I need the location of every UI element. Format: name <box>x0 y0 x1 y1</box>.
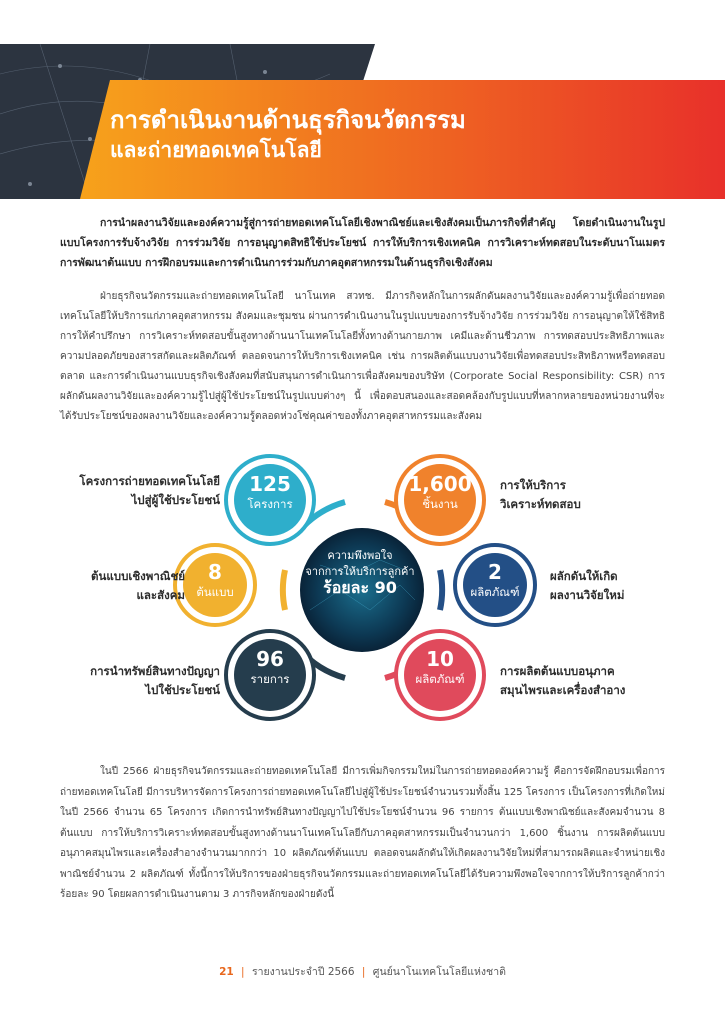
center-line1: ความพึงพอใจ <box>327 549 393 562</box>
label-line: ไปสู่ผู้ใช้ประโยชน์ <box>131 493 220 507</box>
label-prototypes <box>91 567 185 605</box>
label-line: และสังคม <box>136 588 185 602</box>
label-projects <box>79 472 220 510</box>
infographic <box>0 440 725 740</box>
stat-herbal <box>400 647 480 687</box>
stat-new-products <box>455 560 535 600</box>
label-line: การให้บริการ <box>500 478 566 492</box>
stat-number: 125 <box>249 472 291 496</box>
footer-separator: | <box>241 966 245 978</box>
label-line: การนำทรัพย์สินทางปัญญา <box>90 664 220 678</box>
stat-unit: ชิ้นงาน <box>422 497 458 511</box>
page-title: การดำเนินงานด้านธุรกิจนวัตกรรม <box>110 106 466 134</box>
label-new-products <box>550 567 624 605</box>
page-number: 21 <box>219 966 234 978</box>
page-footer <box>0 963 725 980</box>
center-line2: จากการให้บริการลูกค้า <box>305 565 415 578</box>
label-ip <box>90 662 220 700</box>
label-line: โครงการถ่ายทอดเทคโนโลยี <box>79 474 220 488</box>
label-line: ผลักดันให้เกิด <box>550 569 618 583</box>
label-line: ไปใช้ประโยชน์ <box>145 683 220 697</box>
label-line: การผลิตต้นแบบอนุภาค <box>500 664 615 678</box>
stat-number: 2 <box>488 560 502 584</box>
lead-paragraph: การนำผลงานวิจัยและองค์ความรู้สู่การถ่ายทอดเทคโนโลยีเชิงพาณิชย์และเชิงสังคมเป็นภารกิจที่สำคัญ โดยดำเนินงานในรูปแบบโครงการรับจ้างวิจัย การร่วมวิจัย การอนุญาตสิทธิใช้ประโยชน์ การให้บริการเชิงเทคนิค การวิเคราะห์ทดสอบในระดับนาโนเมตร การพัฒนาต้นแบบ การฝึกอบรมและการดำเนินการร่วมกับภาคอุตสาหกรรมในด้านธุรกิจเชิงสังคม <box>60 217 665 269</box>
connector-arc <box>283 570 285 610</box>
stat-number: 1,600 <box>408 472 472 496</box>
stat-unit: ผลิตภัณฑ์ <box>415 672 465 686</box>
stat-prototypes <box>175 560 255 600</box>
page-subtitle: และถ่ายทอดเทคโนโลยี <box>110 138 322 162</box>
label-analysis <box>500 476 581 514</box>
footer-separator: | <box>361 966 366 978</box>
stat-unit: ผลิตภัณฑ์ <box>470 585 520 599</box>
stat-unit: ต้นแบบ <box>196 585 234 599</box>
footer-report: รายงานประจำปี 2566 <box>251 966 355 978</box>
summary-paragraph: ในปี 2566 ฝ่ายธุรกิจนวัตกรรมและถ่ายทอดเทคโนโลยี มีการเพิ่มกิจกรรมใหม่ในการถ่ายทอดองค์ความรู้ คือการจัดฝึกอบรมเพื่อการถ่ายทอดเทคโนโลยี มีการบริหารจัดการโครงการถ่ายทอดเทคโนโลยีไปสู่ผู้ใช้ประโยชน์จำนวนรวมทั้งสิ้น 125 โครงการ เป็นโครงการที่เกิดใหม่ในปี 2566 จำนวน 65 โครงการ เกิดการนำทรัพย์สินทางปัญญาไปใช้ประโยชน์จำนวน 96 รายการ ต้นแบบเชิงพาณิชย์และสังคมจำนวน 8 ต้นแบบ การให้บริการวิเคราะห์ทดสอบขั้นสูงทางด้านนาโนเทคโนโลยีกับภาคอุตสาหกรรมเป็นจำนวนกว่า 1,600 ชิ้นงาน การผลิตต้นแบบอนุภาคสมุนไพรและเครื่องสำอางจำนวนมากกว่า 10 ผลิตภัณฑ์ต้นแบบ ตลอดจนผลักดันให้เกิดผลงานวิจัยใหม่ที่สามารถผลิตและจำหน่ายเชิงพาณิชย์จำนวน 2 ผลิตภัณฑ์ ทั้งนี้การให้บริการของฝ่ายธุรกิจนวัตกรรมและถ่ายทอดเทคโนโลยีได้รับความพึงพอใจจากการให้บริการลูกค้ากว่าร้อยละ 90 โดยผลการดำเนินงานตาม 3 ภารกิจหลักของฝ่ายดังนี้ <box>60 766 665 900</box>
stat-number: 8 <box>208 560 222 584</box>
label-herbal <box>500 662 625 700</box>
intro-paragraph: ฝ่ายธุรกิจนวัตกรรมและถ่ายทอดเทคโนโลยี นาโนเทค สวทช. มีภารกิจหลักในการผลักดันผลงานวิจัยและองค์ความรู้เพื่อถ่ายทอดเทคโนโลยีให้บริการแก่ภาคอุตสาหกรรม สังคมและชุมชน ผ่านการดำเนินงานในรูปแบบของการรับจ้างวิจัย การร่วมวิจัย การอนุญาตให้ใช้สิทธิ การให้คำปรึกษา การวิเคราะห์ทดสอบขั้นสูงทางด้านนาโนเทคโนโลยีทั้งทางด้านกายภาพ เคมีและด้านชีวภาพ การทดสอบประสิทธิภาพและความปลอดภัยของสารสกัดและผลิตภัณฑ์ ตลอดจนการให้บริการเชิงเทคนิค เช่น การผลิตต้นแบบงานวิจัยเพื่อทดสอบประสิทธิภาพหรือทดสอบตลาด และการดำเนินงานแบบธุรกิจเชิงสังคมที่สนับสนุนการดำเนินการเพื่อสังคมของบริษัท (Corporate Social Responsibility: CSR) การผลักดันผลงานวิจัยและองค์ความรู้ไปสู่ผู้ใช้ประโยชน์ในรูปแบบต่างๆ นี้ เพื่อตอบสนองและสอดคล้องกับรูปแบบที่หลากหลายของหน่วยงานที่จะได้รับประโยชน์ของผลงานวิจัยและองค์ความรู้ตลอดห่วงโซ่คุณค่าของทั้งภาคอุตสาหกรรมและสังคม <box>60 291 665 422</box>
satisfaction-center <box>300 548 420 596</box>
stat-number: 10 <box>426 647 454 671</box>
stat-unit: โครงการ <box>247 497 293 511</box>
stat-projects <box>230 472 310 512</box>
stat-unit: รายการ <box>250 672 290 686</box>
stat-number: 96 <box>256 647 284 671</box>
label-line: ผลงานวิจัยใหม่ <box>550 588 625 602</box>
label-line: ต้นแบบเชิงพาณิชย์ <box>91 569 185 583</box>
footer-org: ศูนย์นาโนเทคโนโลยีแห่งชาติ <box>372 966 506 978</box>
label-line: สมุนไพรและเครื่องสำอาง <box>500 683 626 697</box>
stat-analysis <box>400 472 480 512</box>
stat-ip <box>230 647 310 687</box>
connector-arc <box>440 570 442 610</box>
label-line: วิเคราะห์ทดสอบ <box>500 497 581 511</box>
center-line3: ร้อยละ 90 <box>323 578 397 597</box>
